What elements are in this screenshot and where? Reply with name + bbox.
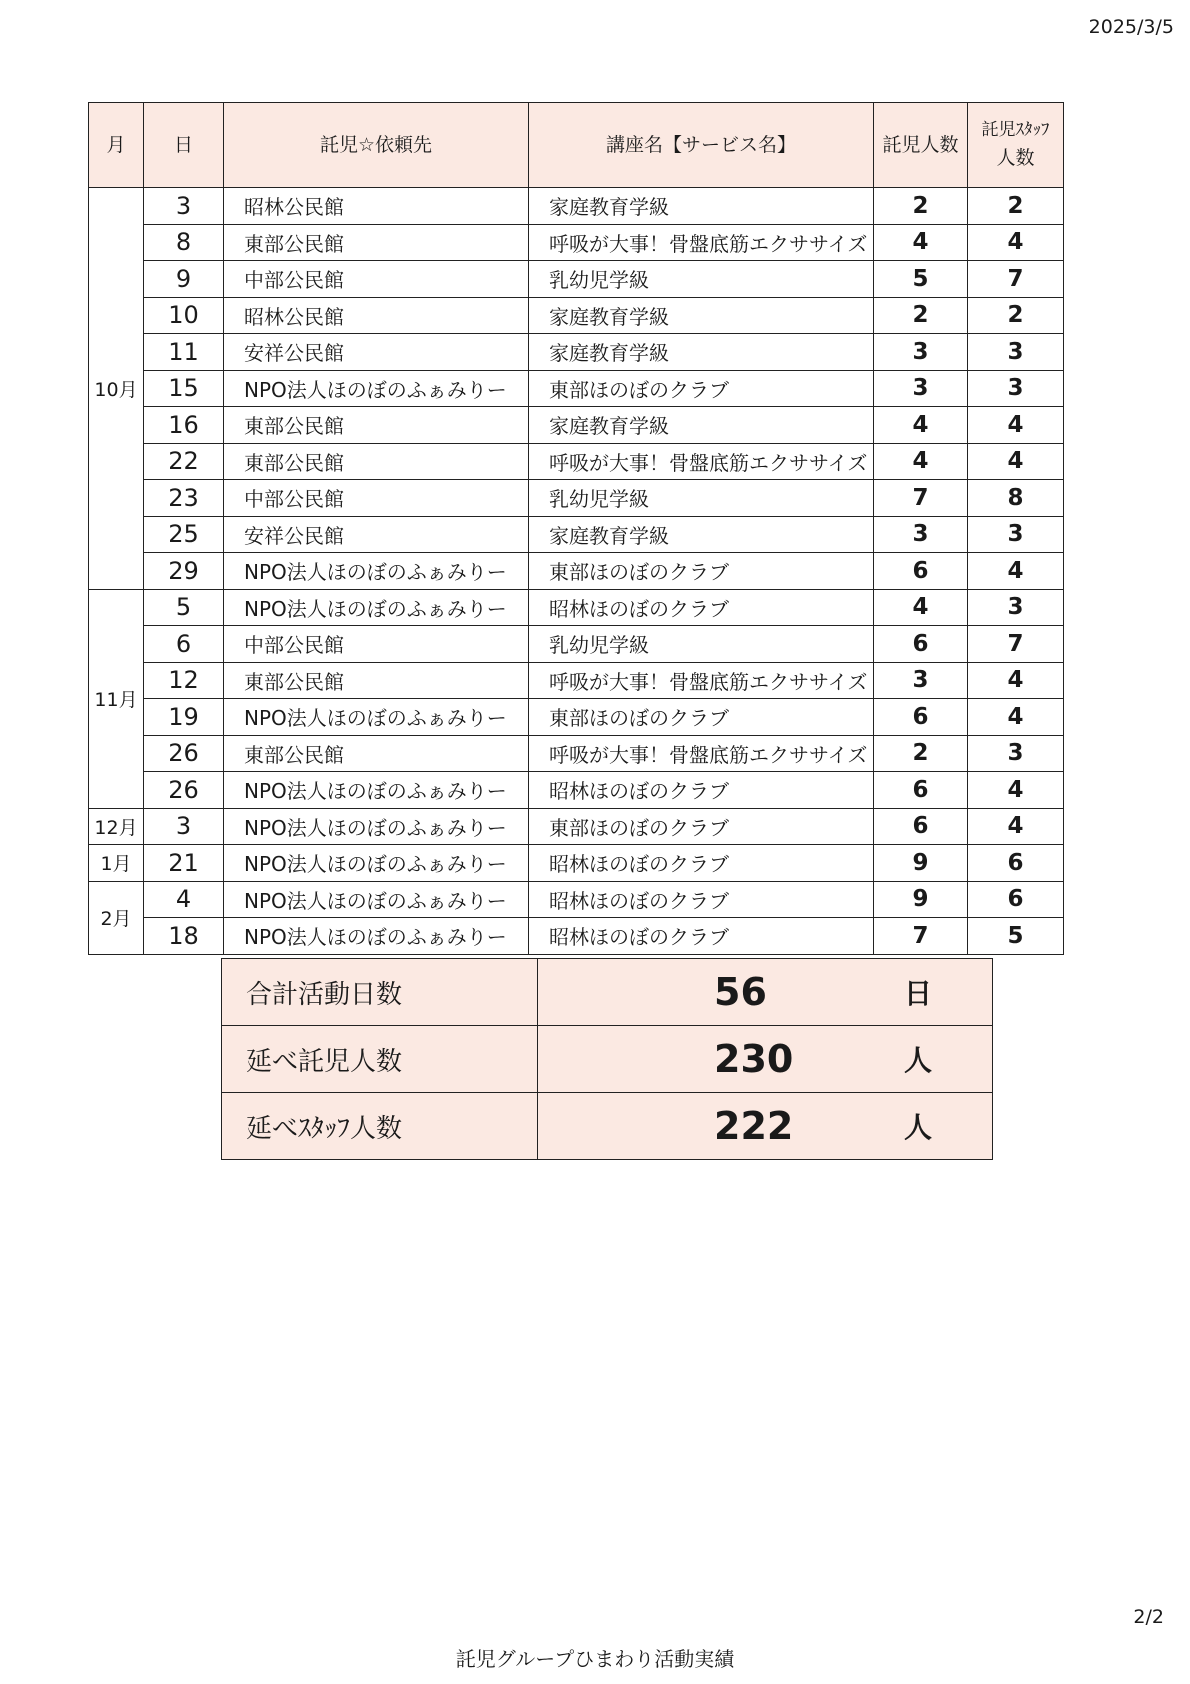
table-row: [89, 735, 1064, 772]
course-cell: 東部ほのぼのクラブ: [529, 553, 874, 590]
table-row: [89, 699, 1064, 736]
day-cell: 3: [144, 808, 224, 845]
requester-cell: 東部公民館: [224, 443, 529, 480]
course-cell: 乳幼児学級: [529, 261, 874, 298]
table-row: [89, 443, 1064, 480]
table-row: [89, 334, 1064, 371]
column-header-day: 日: [144, 103, 224, 188]
summary-unit: 日: [904, 977, 933, 1010]
table-row: [89, 662, 1064, 699]
requester-cell: 中部公民館: [224, 261, 529, 298]
month-cell: 12月: [89, 808, 144, 845]
children-count-cell: 4: [874, 589, 968, 626]
children-count-cell: 7: [874, 918, 968, 955]
table-row: [89, 553, 1064, 590]
day-cell: 12: [144, 662, 224, 699]
course-cell: 昭林ほのぼのクラブ: [529, 881, 874, 918]
requester-cell: NPO法人ほのぼのふぁみりー: [224, 918, 529, 955]
course-cell: 呼吸が大事！骨盤底筋エクササイズ: [529, 662, 874, 699]
column-header-staff: [968, 103, 1064, 188]
summary-label: 延べｽﾀｯﾌ人数: [222, 1093, 538, 1160]
column-header-staff-line2: 人数: [996, 146, 1035, 169]
table-row: [89, 407, 1064, 444]
course-cell: 昭林ほのぼのクラブ: [529, 772, 874, 809]
month-cell: 10月: [89, 188, 144, 590]
column-header-requester: 託児☆依頼先: [224, 103, 529, 188]
summary-unit: 人: [904, 1044, 933, 1077]
requester-cell: 昭林公民館: [224, 188, 529, 225]
month-cell: 1月: [89, 845, 144, 882]
course-cell: 呼吸が大事！骨盤底筋エクササイズ: [529, 443, 874, 480]
staff-count-cell: 3: [968, 735, 1064, 772]
staff-count-cell: 4: [968, 662, 1064, 699]
requester-cell: 中部公民館: [224, 480, 529, 517]
course-cell: 家庭教育学級: [529, 188, 874, 225]
children-count-cell: 4: [874, 443, 968, 480]
requester-cell: 安祥公民館: [224, 516, 529, 553]
staff-count-cell: 4: [968, 443, 1064, 480]
footer-title: 託児グループひまわり活動実績: [455, 1647, 735, 1671]
requester-cell: NPO法人ほのぼのふぁみりー: [224, 589, 529, 626]
table-row: [89, 881, 1064, 918]
staff-count-cell: 8: [968, 480, 1064, 517]
children-count-cell: 4: [874, 224, 968, 261]
children-count-cell: 3: [874, 334, 968, 371]
course-cell: 昭林ほのぼのクラブ: [529, 845, 874, 882]
children-count-cell: 2: [874, 188, 968, 225]
requester-cell: NPO法人ほのぼのふぁみりー: [224, 845, 529, 882]
requester-cell: 東部公民館: [224, 735, 529, 772]
children-count-cell: 4: [874, 407, 968, 444]
children-count-cell: 6: [874, 808, 968, 845]
children-count-cell: 6: [874, 626, 968, 663]
staff-count-cell: 6: [968, 845, 1064, 882]
requester-cell: 東部公民館: [224, 662, 529, 699]
course-cell: 東部ほのぼのクラブ: [529, 808, 874, 845]
table-row: [89, 261, 1064, 298]
course-cell: 昭林ほのぼのクラブ: [529, 918, 874, 955]
staff-count-cell: 4: [968, 772, 1064, 809]
summary-row: [222, 1026, 993, 1093]
requester-cell: 東部公民館: [224, 407, 529, 444]
summary-label: 延べ託児人数: [222, 1026, 538, 1093]
table-row: [89, 188, 1064, 225]
children-count-cell: 6: [874, 772, 968, 809]
children-count-cell: 2: [874, 297, 968, 334]
table-row: [89, 808, 1064, 845]
staff-count-cell: 5: [968, 918, 1064, 955]
summary-value: 230: [714, 1037, 794, 1081]
staff-count-cell: 2: [968, 297, 1064, 334]
day-cell: 4: [144, 881, 224, 918]
day-cell: 16: [144, 407, 224, 444]
summary-value-cell: [538, 1026, 993, 1093]
course-cell: 東部ほのぼのクラブ: [529, 370, 874, 407]
table-header-row: [89, 103, 1064, 188]
day-cell: 10: [144, 297, 224, 334]
summary-table: [221, 958, 993, 1160]
table-body: [89, 188, 1064, 955]
course-cell: 家庭教育学級: [529, 407, 874, 444]
requester-cell: 中部公民館: [224, 626, 529, 663]
staff-count-cell: 2: [968, 188, 1064, 225]
activity-table: [88, 102, 1064, 955]
staff-count-cell: 4: [968, 808, 1064, 845]
day-cell: 25: [144, 516, 224, 553]
requester-cell: 昭林公民館: [224, 297, 529, 334]
column-header-children: 託児人数: [874, 103, 968, 188]
day-cell: 11: [144, 334, 224, 371]
staff-count-cell: 7: [968, 261, 1064, 298]
table-row: [89, 626, 1064, 663]
document-date: 2025/3/5: [1088, 16, 1174, 38]
table-row: [89, 918, 1064, 955]
summary-row: [222, 1093, 993, 1160]
day-cell: 3: [144, 188, 224, 225]
table-row: [89, 370, 1064, 407]
requester-cell: NPO法人ほのぼのふぁみりー: [224, 772, 529, 809]
column-header-course: 講座名【サービス名】: [529, 103, 874, 188]
day-cell: 23: [144, 480, 224, 517]
day-cell: 21: [144, 845, 224, 882]
children-count-cell: 3: [874, 516, 968, 553]
day-cell: 19: [144, 699, 224, 736]
children-count-cell: 3: [874, 370, 968, 407]
page-number: 2/2: [1133, 1606, 1164, 1628]
table-row: [89, 772, 1064, 809]
summary-value-cell: [538, 1093, 993, 1160]
table-row: [89, 516, 1064, 553]
table-row: [89, 297, 1064, 334]
children-count-cell: 7: [874, 480, 968, 517]
children-count-cell: 9: [874, 845, 968, 882]
children-count-cell: 6: [874, 553, 968, 590]
children-count-cell: 5: [874, 261, 968, 298]
table-row: [89, 589, 1064, 626]
summary-row: [222, 959, 993, 1026]
course-cell: 乳幼児学級: [529, 480, 874, 517]
children-count-cell: 3: [874, 662, 968, 699]
requester-cell: NPO法人ほのぼのふぁみりー: [224, 881, 529, 918]
course-cell: 東部ほのぼのクラブ: [529, 699, 874, 736]
staff-count-cell: 4: [968, 553, 1064, 590]
day-cell: 26: [144, 772, 224, 809]
summary-value: 56: [714, 970, 767, 1014]
requester-cell: 東部公民館: [224, 224, 529, 261]
requester-cell: NPO法人ほのぼのふぁみりー: [224, 553, 529, 590]
day-cell: 26: [144, 735, 224, 772]
course-cell: 家庭教育学級: [529, 516, 874, 553]
staff-count-cell: 4: [968, 699, 1064, 736]
table-row: [89, 224, 1064, 261]
day-cell: 9: [144, 261, 224, 298]
table-row: [89, 480, 1064, 517]
day-cell: 22: [144, 443, 224, 480]
course-cell: 家庭教育学級: [529, 334, 874, 371]
staff-count-cell: 3: [968, 334, 1064, 371]
requester-cell: NPO法人ほのぼのふぁみりー: [224, 808, 529, 845]
summary-unit: 人: [904, 1111, 933, 1144]
month-cell: 2月: [89, 881, 144, 954]
children-count-cell: 9: [874, 881, 968, 918]
staff-count-cell: 3: [968, 589, 1064, 626]
staff-count-cell: 3: [968, 370, 1064, 407]
requester-cell: 安祥公民館: [224, 334, 529, 371]
children-count-cell: 2: [874, 735, 968, 772]
staff-count-cell: 3: [968, 516, 1064, 553]
summary-value: 222: [714, 1104, 794, 1148]
summary-body: [222, 959, 993, 1160]
course-cell: 呼吸が大事！骨盤底筋エクササイズ: [529, 224, 874, 261]
course-cell: 乳幼児学級: [529, 626, 874, 663]
column-header-month: 月: [89, 103, 144, 188]
summary-value-cell: [538, 959, 993, 1026]
day-cell: 29: [144, 553, 224, 590]
day-cell: 6: [144, 626, 224, 663]
summary-label: 合計活動日数: [222, 959, 538, 1026]
day-cell: 15: [144, 370, 224, 407]
requester-cell: NPO法人ほのぼのふぁみりー: [224, 370, 529, 407]
table-row: [89, 845, 1064, 882]
day-cell: 8: [144, 224, 224, 261]
staff-count-cell: 4: [968, 224, 1064, 261]
staff-count-cell: 4: [968, 407, 1064, 444]
day-cell: 5: [144, 589, 224, 626]
day-cell: 18: [144, 918, 224, 955]
course-cell: 家庭教育学級: [529, 297, 874, 334]
staff-count-cell: 6: [968, 881, 1064, 918]
month-cell: 11月: [89, 589, 144, 808]
course-cell: 昭林ほのぼのクラブ: [529, 589, 874, 626]
column-header-staff-line1: 託児ｽﾀｯﾌ: [981, 120, 1050, 140]
course-cell: 呼吸が大事！骨盤底筋エクササイズ: [529, 735, 874, 772]
requester-cell: NPO法人ほのぼのふぁみりー: [224, 699, 529, 736]
staff-count-cell: 7: [968, 626, 1064, 663]
children-count-cell: 6: [874, 699, 968, 736]
